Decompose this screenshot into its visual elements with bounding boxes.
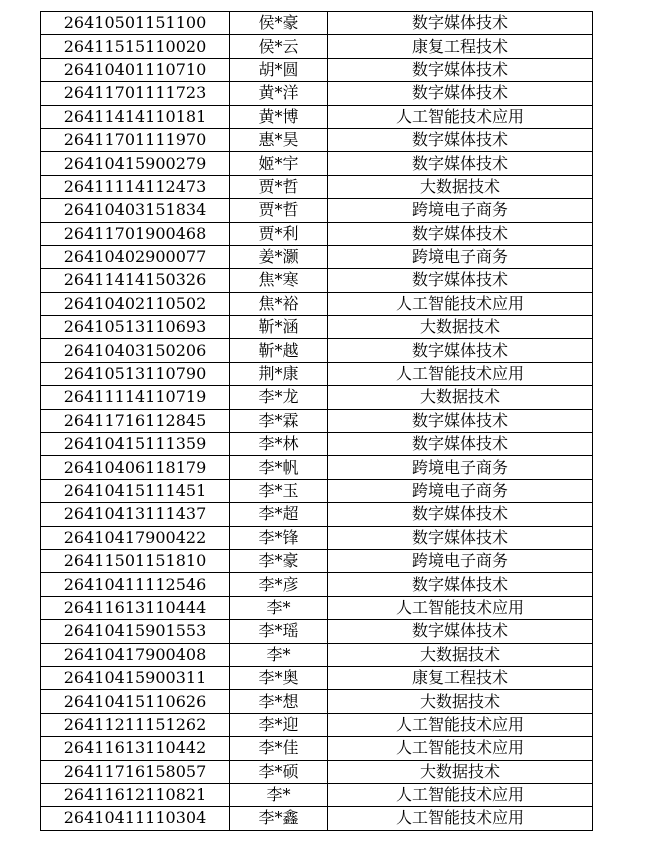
major-cell: 数字媒体技术 <box>328 573 593 596</box>
table-row <box>41 737 593 760</box>
table-row <box>41 316 593 339</box>
major-cell: 数字媒体技术 <box>328 503 593 526</box>
table-row <box>41 409 593 432</box>
major-cell: 数字媒体技术 <box>328 12 593 35</box>
exam-number-cell: 26411701900468 <box>41 222 230 245</box>
major-cell: 人工智能技术应用 <box>328 596 593 619</box>
major-cell: 人工智能技术应用 <box>328 362 593 385</box>
exam-number-cell: 26410417900408 <box>41 643 230 666</box>
major-cell: 数字媒体技术 <box>328 82 593 105</box>
exam-number-cell: 26411716112845 <box>41 409 230 432</box>
student-name-cell: 李*鑫 <box>230 807 328 830</box>
student-name-cell: 贾*哲 <box>230 199 328 222</box>
student-name-cell: 李*奥 <box>230 666 328 689</box>
exam-number-cell: 26411414150326 <box>41 269 230 292</box>
major-cell: 人工智能技术应用 <box>328 292 593 315</box>
major-cell: 人工智能技术应用 <box>328 105 593 128</box>
exam-number-cell: 26410402110502 <box>41 292 230 315</box>
major-cell: 大数据技术 <box>328 175 593 198</box>
student-name-cell: 焦*裕 <box>230 292 328 315</box>
table-row <box>41 199 593 222</box>
student-name-cell: 焦*寒 <box>230 269 328 292</box>
exam-number-cell: 26410401110710 <box>41 58 230 81</box>
table-row <box>41 573 593 596</box>
table-row <box>41 549 593 572</box>
major-cell: 数字媒体技术 <box>328 620 593 643</box>
exam-number-cell: 26410415900311 <box>41 666 230 689</box>
table-row <box>41 783 593 806</box>
table-row <box>41 152 593 175</box>
table-row <box>41 666 593 689</box>
table-row <box>41 713 593 736</box>
student-name-cell: 李*瑶 <box>230 620 328 643</box>
student-name-cell: 李* <box>230 783 328 806</box>
exam-number-cell: 26411211151262 <box>41 713 230 736</box>
student-name-cell: 李*想 <box>230 690 328 713</box>
major-cell: 跨境电子商务 <box>328 479 593 502</box>
student-name-cell: 惠*昊 <box>230 128 328 151</box>
table-row <box>41 479 593 502</box>
major-cell: 大数据技术 <box>328 316 593 339</box>
table-row <box>41 35 593 58</box>
table-row <box>41 175 593 198</box>
major-cell: 人工智能技术应用 <box>328 807 593 830</box>
exam-number-cell: 26410415111359 <box>41 433 230 456</box>
exam-number-cell: 26411613110442 <box>41 737 230 760</box>
table-row <box>41 456 593 479</box>
exam-number-cell: 26411515110020 <box>41 35 230 58</box>
table-row <box>41 292 593 315</box>
exam-number-cell: 26410411110304 <box>41 807 230 830</box>
student-name-cell: 靳*越 <box>230 339 328 362</box>
table-row <box>41 58 593 81</box>
student-name-cell: 李*帆 <box>230 456 328 479</box>
exam-number-cell: 26410403151834 <box>41 199 230 222</box>
table-row <box>41 526 593 549</box>
table-row <box>41 596 593 619</box>
student-name-cell: 胡*圆 <box>230 58 328 81</box>
student-name-cell: 李*玉 <box>230 479 328 502</box>
exam-number-cell: 26411716158057 <box>41 760 230 783</box>
student-name-cell: 李*彦 <box>230 573 328 596</box>
student-name-cell: 贾*哲 <box>230 175 328 198</box>
student-name-cell: 李*佳 <box>230 737 328 760</box>
exam-number-cell: 26410403150206 <box>41 339 230 362</box>
student-name-cell: 黄*博 <box>230 105 328 128</box>
exam-number-cell: 26410411112546 <box>41 573 230 596</box>
major-cell: 康复工程技术 <box>328 666 593 689</box>
table-row <box>41 760 593 783</box>
table-row <box>41 433 593 456</box>
table-row <box>41 503 593 526</box>
student-name-cell: 荆*康 <box>230 362 328 385</box>
table-row <box>41 690 593 713</box>
table-row <box>41 12 593 35</box>
student-name-cell: 李*锋 <box>230 526 328 549</box>
exam-number-cell: 26410415900279 <box>41 152 230 175</box>
student-name-cell: 李*霖 <box>230 409 328 432</box>
student-name-cell: 侯*豪 <box>230 12 328 35</box>
exam-number-cell: 26410501151100 <box>41 12 230 35</box>
table-row <box>41 620 593 643</box>
student-name-cell: 姜*灏 <box>230 245 328 268</box>
major-cell: 人工智能技术应用 <box>328 737 593 760</box>
student-name-cell: 靳*涵 <box>230 316 328 339</box>
major-cell: 数字媒体技术 <box>328 152 593 175</box>
major-cell: 跨境电子商务 <box>328 456 593 479</box>
table-row <box>41 105 593 128</box>
table-row <box>41 128 593 151</box>
student-name-cell: 李* <box>230 596 328 619</box>
exam-number-cell: 26411612110821 <box>41 783 230 806</box>
major-cell: 数字媒体技术 <box>328 222 593 245</box>
table-row <box>41 643 593 666</box>
student-name-cell: 贾*利 <box>230 222 328 245</box>
student-name-cell: 李*龙 <box>230 386 328 409</box>
table-row <box>41 339 593 362</box>
exam-number-cell: 26411613110444 <box>41 596 230 619</box>
exam-number-cell: 26410415111451 <box>41 479 230 502</box>
table-body <box>41 12 593 831</box>
table-row <box>41 807 593 830</box>
table-row <box>41 82 593 105</box>
major-cell: 数字媒体技术 <box>328 339 593 362</box>
exam-number-cell: 26410406118179 <box>41 456 230 479</box>
exam-number-cell: 26410415110626 <box>41 690 230 713</box>
table-row <box>41 386 593 409</box>
major-cell: 康复工程技术 <box>328 35 593 58</box>
table-row <box>41 269 593 292</box>
exam-number-cell: 26410513110693 <box>41 316 230 339</box>
student-name-cell: 姬*宇 <box>230 152 328 175</box>
student-name-cell: 侯*云 <box>230 35 328 58</box>
exam-number-cell: 26411501151810 <box>41 549 230 572</box>
exam-number-cell: 26410402900077 <box>41 245 230 268</box>
major-cell: 大数据技术 <box>328 386 593 409</box>
student-name-cell: 黄*洋 <box>230 82 328 105</box>
major-cell: 跨境电子商务 <box>328 549 593 572</box>
major-cell: 跨境电子商务 <box>328 245 593 268</box>
student-table <box>40 11 593 831</box>
major-cell: 大数据技术 <box>328 760 593 783</box>
major-cell: 跨境电子商务 <box>328 199 593 222</box>
exam-number-cell: 26410413111437 <box>41 503 230 526</box>
exam-number-cell: 26411114110719 <box>41 386 230 409</box>
major-cell: 大数据技术 <box>328 690 593 713</box>
major-cell: 数字媒体技术 <box>328 409 593 432</box>
exam-number-cell: 26411114112473 <box>41 175 230 198</box>
exam-number-cell: 26410417900422 <box>41 526 230 549</box>
student-name-cell: 李*硕 <box>230 760 328 783</box>
exam-number-cell: 26411701111970 <box>41 128 230 151</box>
major-cell: 数字媒体技术 <box>328 526 593 549</box>
major-cell: 数字媒体技术 <box>328 128 593 151</box>
student-name-cell: 李*超 <box>230 503 328 526</box>
exam-number-cell: 26410415901553 <box>41 620 230 643</box>
student-name-cell: 李*林 <box>230 433 328 456</box>
student-name-cell: 李*豪 <box>230 549 328 572</box>
table-row <box>41 222 593 245</box>
major-cell: 人工智能技术应用 <box>328 713 593 736</box>
exam-number-cell: 26411414110181 <box>41 105 230 128</box>
student-name-cell: 李*迎 <box>230 713 328 736</box>
student-name-cell: 李* <box>230 643 328 666</box>
table-row <box>41 362 593 385</box>
exam-number-cell: 26410513110790 <box>41 362 230 385</box>
major-cell: 数字媒体技术 <box>328 269 593 292</box>
major-cell: 人工智能技术应用 <box>328 783 593 806</box>
major-cell: 数字媒体技术 <box>328 58 593 81</box>
exam-number-cell: 26411701111723 <box>41 82 230 105</box>
major-cell: 大数据技术 <box>328 643 593 666</box>
major-cell: 数字媒体技术 <box>328 433 593 456</box>
table-row <box>41 245 593 268</box>
